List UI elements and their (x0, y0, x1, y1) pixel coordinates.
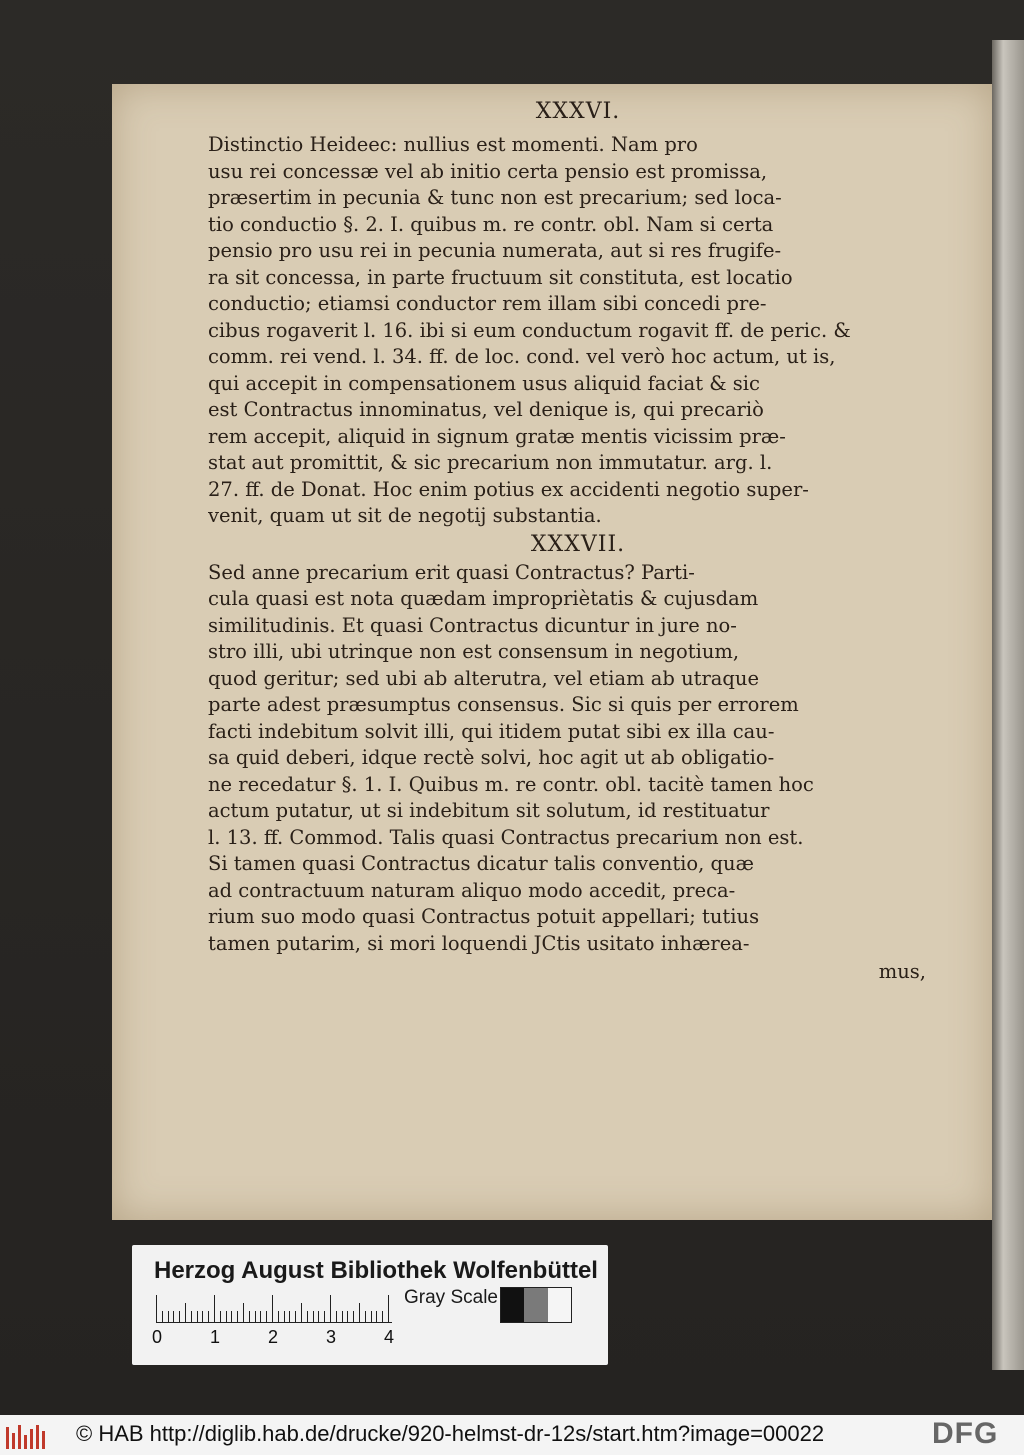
ruler-tick (313, 1311, 314, 1323)
ruler-tick (249, 1311, 250, 1323)
text-line: actum putatur, ut si indebitum sit solutum, id restituatur (208, 799, 770, 822)
gray-scale-label: Gray Scale (404, 1287, 498, 1308)
text-line: l. 13. ff. Commod. Talis quasi Contractus precarium non est. (208, 825, 804, 849)
ruler-tick (226, 1311, 227, 1323)
ruler-number: 4 (384, 1327, 395, 1347)
text-line: parte adest præsumptus consensus. Sic si quis per errorem (208, 693, 799, 716)
text-line: Si tamen quasi Contractus dicatur talis conventio, quæ (208, 852, 754, 875)
text-line: Sed anne precarium erit quasi Contractus? Parti- (208, 560, 695, 584)
ruler-tick (272, 1295, 273, 1323)
ruler-tick (295, 1311, 296, 1323)
ruler-tick (382, 1311, 383, 1323)
ruler-tick (365, 1311, 366, 1323)
page-text (208, 92, 948, 986)
ruler-tick (284, 1311, 285, 1323)
source-url[interactable]: © HAB http://diglib.hab.de/drucke/920-helmst-dr-12s/start.htm?image=00022 (76, 1421, 825, 1446)
text-line: est Contractus innominatus, vel denique is, qui precariò (208, 398, 764, 421)
ruler-tick (342, 1311, 343, 1323)
text-line: conductio; etiamsi conductor rem illam sibi concedi pre- (208, 292, 767, 315)
text-line: sa quid deberi, idque rectè solvi, hoc agit ut ab obligatio- (208, 746, 775, 769)
text-line: tio conductio §. 2. I. quibus m. re contr. obl. Nam si certa (208, 212, 774, 236)
ruler-tick (388, 1295, 389, 1323)
text-line: qui accepit in compensationem usus aliquid faciat & sic (208, 371, 760, 395)
text-line: similitudinis. Et quasi Contractus dicuntur in jure no- (208, 613, 737, 637)
ruler-tick (162, 1311, 163, 1323)
footer-bar (0, 1415, 1024, 1455)
ruler-tick (197, 1311, 198, 1323)
color-calibration-label (132, 1245, 608, 1365)
ruler-tick (255, 1311, 256, 1323)
text-line: ad contractuum naturam aliquo modo accedit, preca- (208, 878, 736, 902)
ruler-tick (278, 1311, 279, 1323)
measurement-ruler (156, 1293, 396, 1323)
text-line: comm. rei vend. l. 34. ff. de loc. cond. vel verò hoc actum, ut is, (208, 345, 836, 368)
ruler-number: 2 (268, 1327, 279, 1347)
ruler-tick (168, 1311, 169, 1323)
text-line: venit, quam ut sit de negotij substantia. (208, 504, 602, 527)
ruler-tick (185, 1303, 186, 1323)
section-36-paragraph (208, 132, 948, 530)
ruler-tick (156, 1295, 157, 1323)
ruler-tick (353, 1311, 354, 1323)
ruler-tick (237, 1311, 238, 1323)
dfg-logo: DFG (932, 1417, 999, 1450)
ruler-tick (301, 1303, 302, 1323)
text-line: tamen putarim, si mori loquendi JCtis usitato inhærea- (208, 931, 750, 955)
ruler-tick (307, 1311, 308, 1323)
ruler-tick (202, 1311, 203, 1323)
text-line: ra sit concessa, in parte fructuum sit constituta, est locatio (208, 265, 793, 289)
ruler-number: 1 (210, 1327, 221, 1347)
ruler-number: 0 (152, 1327, 163, 1347)
ruler-number: 3 (326, 1327, 337, 1347)
catchword: mus, (878, 960, 926, 983)
text-line: usu rei concessæ vel ab initio certa pensio est promissa, (208, 159, 768, 183)
ruler-tick (243, 1303, 244, 1323)
text-line: stat aut promittit, & sic precarium non immutatur. arg. l. (208, 451, 773, 474)
text-line: ne recedatur §. 1. I. Quibus m. re contr. obl. tacitè tamen hoc (208, 772, 814, 796)
ruler-tick (376, 1311, 377, 1323)
ruler-numbers (152, 1327, 412, 1351)
ruler-tick (179, 1311, 180, 1323)
text-line: cula quasi est nota quædam impropriètatis & cujusdam (208, 587, 759, 610)
ruler-tick (220, 1311, 221, 1323)
text-line: rium suo modo quasi Contractus potuit appellari; tutius (208, 905, 760, 928)
ruler-tick (336, 1311, 337, 1323)
ruler-tick (231, 1311, 232, 1323)
page-edge (992, 40, 1024, 1370)
text-line: rem accepit, aliquid in signum gratæ mentis vicissim præ- (208, 424, 786, 448)
text-line: pensio pro usu rei in pecunia numerata, aut si res frugife- (208, 239, 782, 262)
ruler-tick (347, 1311, 348, 1323)
ruler-tick (214, 1295, 215, 1323)
text-line: cibus rogaverit l. 16. ibi si eum conductum rogavit ff. de peric. & (208, 318, 851, 342)
text-line: Distinctio Heideec: nullius est momenti. Nam pro (208, 133, 698, 156)
ruler-tick (173, 1311, 174, 1323)
ruler-tick (318, 1311, 319, 1323)
gray-swatch (501, 1288, 524, 1322)
ruler-tick (359, 1303, 360, 1323)
section-heading-37: XXXVII. (530, 531, 626, 557)
ruler-tick (191, 1311, 192, 1323)
section-37-paragraph (208, 560, 948, 958)
gray-scale-swatch (500, 1287, 572, 1323)
gray-swatch (548, 1288, 571, 1322)
library-name: Herzog August Bibliothek Wolfenbüttel (154, 1257, 598, 1284)
ruler-tick (260, 1311, 261, 1323)
text-line: 27. ff. de Donat. Hoc enim potius ex accidenti negotio super- (208, 477, 809, 501)
ruler-tick (208, 1311, 209, 1323)
text-line: facti indebitum solvit illi, qui itidem putat sibi ex illa cau- (208, 719, 775, 743)
ruler-tick (324, 1311, 325, 1323)
text-line: stro illi, ubi utrinque non est consensum in negotium, (208, 640, 740, 663)
text-line: præsertim in pecunia & tunc non est precarium; sed loca- (208, 186, 782, 209)
ruler-tick (330, 1295, 331, 1323)
section-heading-36: XXXVI. (535, 99, 621, 124)
hab-logo-icon (6, 1423, 46, 1449)
gray-swatch (524, 1288, 547, 1322)
ruler-tick (289, 1311, 290, 1323)
text-line: quod geritur; sed ubi ab alterutra, vel etiam ab utraque (208, 666, 759, 690)
ruler-tick (266, 1311, 267, 1323)
ruler-tick (371, 1311, 372, 1323)
